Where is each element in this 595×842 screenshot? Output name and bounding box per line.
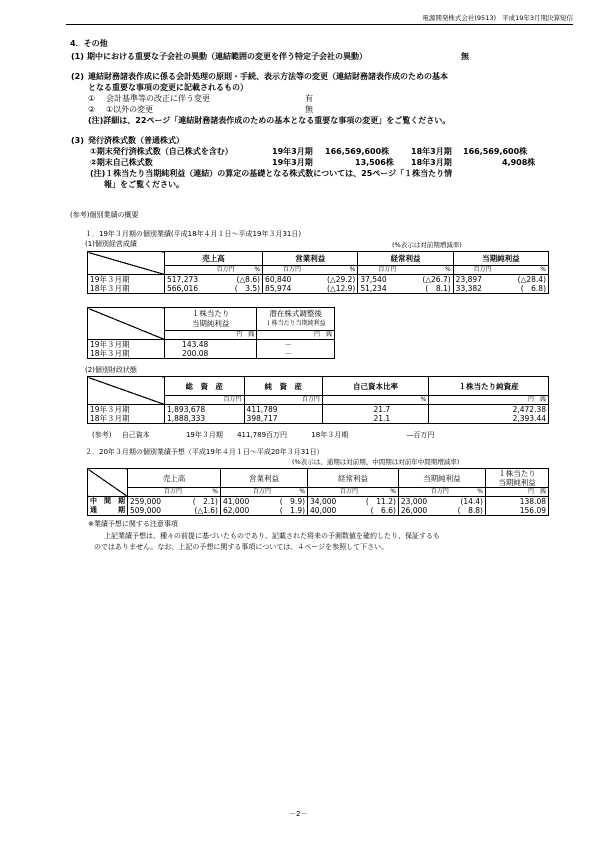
section1-sub1-note: (%表示は対前期増減率) [392,241,462,249]
company-name: 電源開発株式会社(9513) [422,14,496,22]
equity-note [92,432,434,439]
item2-sub2-value: 無 [305,105,313,114]
table-row [88,308,335,331]
unit-cell: 百万円 [244,396,322,405]
equity-note-value2: ―百万円 [406,431,435,439]
item3-note-line1: (注)１株当たり当期純利益（連結）の算定の基礎となる株式数については、25ページ「１株当たり情 [90,169,453,178]
item2-sub1-text: 会計基準等の改正に伴う変更 [106,94,210,103]
item3-row1-value2: 166,569,600株 [463,147,528,156]
table-row [88,488,549,497]
table-row: 19年３月期 143.48 － [88,340,335,350]
unit-cell: 円 銭 [257,331,335,340]
section1-sub2: (2)個別財政状態 [85,366,137,374]
item3-row1-label: ①期末発行済株式数（自己株式を含む） [90,147,233,156]
equity-note-label: (参考) [92,431,112,439]
section2-title: ２．20年３月期の個別業績予想（平成19年４月１日～平成20年３月31日） [85,448,324,456]
header-cell: １株当たり純資産 [429,377,549,396]
header-cell: 純 資 産 [244,377,322,396]
item2-line2: となる重要な事項の変更に記載されるもの） [88,83,248,92]
table-row [88,469,549,488]
item3-row1-period1: 19年3月期 [272,147,313,156]
unit-cell: 百万円 % [220,488,307,497]
unit-cell: 百万円 % [128,488,221,497]
header-cell: 営業利益 [263,252,358,266]
row-label: 中 間 期 [88,497,128,507]
unit-cell: 百万円 [165,396,245,405]
item1-text: 期中における重要な子会社の異動（連結範囲の変更を伴う特定子会社の異動） [87,52,367,61]
table-row: 18年３月期 1,888,333 398,717 21.1 2,393.44 [88,414,549,424]
section-heading: 4．その他 [70,39,108,48]
header-cell: 経常利益 [358,252,453,266]
caution-title: ※業績予想に関する注意事項 [88,520,178,528]
reference-heading: (参考)個別業績の概要 [70,211,139,219]
item2-sub1-value: 有 [305,94,313,103]
document-title: 平成19年3月期決算短信 [502,14,573,22]
row-label: 19年３月期 [88,405,165,415]
table-row: 19年３月期 517,273 (△8.6) 60,840 (△29.2) 37,540 (△26.7) 23,897 (△28.4) [88,275,549,285]
operating-results-table [87,251,549,294]
item1-label: (1) [71,52,84,61]
item3-row1-value1: 166,569,600株 [325,147,390,156]
row-label: 18年３月期 [88,284,165,294]
row-label: 18年３月期 [88,349,165,359]
header [422,15,573,22]
equity-note-period1: 19年３月期 [185,431,223,439]
table-row: 18年３月期 200.08 － [88,349,335,359]
item2-sub2-label: ② [88,105,96,114]
equity-note-value1: 411,789百万円 [237,431,288,439]
financial-position-table [87,376,549,424]
table-row: 19年３月期 1,893,678 411,789 21.7 2,472.38 [88,405,549,415]
unit-cell: 百万円 % [358,266,453,275]
table-corner [88,469,128,497]
item3-row1-period2: 18年3月期 [411,147,452,156]
header-cell: 当期純利益 [453,252,548,266]
equity-note-item: 自己資本 [121,431,150,439]
header-rule [66,24,573,25]
table-corner [88,308,165,340]
table-row: 通 期 509,000 (△1.6) 62,000 ( 1.9) 40,000 ( 6.6) 26,000 ( 8.8) 156.09 [88,506,549,516]
page-number: －2－ [289,810,308,818]
section2-note: (%表示は、通期は対前期、中間期は対前年中間期増減率) [292,458,460,466]
section1-title: １．19年３月期の個別業績(平成18年４月１日～平成19年３月31日) [85,230,302,238]
caution-line1: 上記業績予想は、種々の前提に基づいたものであり、記載された将来の予測数値を確約したり、保証するも [104,532,440,540]
item3-label: (3) [71,136,84,145]
item3-row2-value2: 4,908株 [502,158,536,167]
item2-label: (2) [71,72,84,81]
unit-cell: 百万円 % [263,266,358,275]
header-cell: 自己資本比率 [322,377,428,396]
header-cell: 総 資 産 [165,377,245,396]
item2-sub2-text: ①以外の変更 [106,105,154,114]
table-corner [88,377,165,405]
row-label: 通 期 [88,506,128,516]
item2-line1: 連結財務諸表作成に係る会計処理の原則・手続、表示方法等の変更（連結財務諸表作成のための基本 [88,72,448,81]
unit-cell: 百万円 % [165,266,263,275]
item3-note-line2: 報」をご覧ください。 [104,180,184,189]
eps-table [87,307,335,359]
header-cell: 経常利益 [308,469,399,488]
header-cell: 当期純利益 [398,469,485,488]
item3-row2-label: ②期末自己株式数 [90,158,153,167]
unit-cell: 百万円 % [398,488,485,497]
row-label: 19年３月期 [88,275,165,285]
item3-title: 発行済株式数（普通株式） [88,136,184,145]
item3-row2-period2: 18年3月期 [411,158,452,167]
row-label: 19年３月期 [88,340,165,350]
header-cell: 売上高 [165,252,263,266]
header-cell: 潜在株式調整後 １株当たり当期純利益 [257,308,335,331]
item1-value: 無 [461,52,469,61]
section1-sub1: (1)個別経営成績 [85,240,137,248]
forecast-table [87,468,549,516]
unit-cell: 円 銭 [165,331,257,340]
item2-sub1-label: ① [88,94,96,103]
row-label: 18年３月期 [88,414,165,424]
header-cell: 営業利益 [220,469,307,488]
header-cell: 売上高 [128,469,221,488]
unit-cell: % [322,396,428,405]
header-cell: １株当たり 当期純利益 [165,308,257,331]
table-row [88,377,549,396]
table-row: 18年３月期 566,016 ( 3.5) 85,974 (△12.9) 51,234 ( 8.1) 33,382 ( 6.8) [88,284,549,294]
header-cell: １株当たり 当期純利益 [485,469,548,488]
table-row [88,252,549,266]
unit-cell: 円 銭 [485,488,548,497]
table-corner [88,252,165,275]
table-row: 中 間 期 259,000 ( 2.1) 41,000 ( 9.9) 34,000 ( 11.2) 23,000 (14.4) 138.08 [88,497,549,507]
caution-line2: のではありません。なお、上記の予想に関する事項については、４ページを参照して下さい。 [94,543,389,551]
unit-cell: 円 銭 [429,396,549,405]
unit-cell: 百万円 % [453,266,548,275]
unit-cell: 百万円 % [308,488,399,497]
item3-row2-period1: 19年3月期 [272,158,313,167]
item2-note: (注)詳細は、22ページ「連結財務諸表作成のための基本となる重要な事項の変更」をご覧ください。 [88,116,451,125]
item3-row2-value1: 13,506株 [355,158,394,167]
equity-note-period2: 18年３月期 [311,431,349,439]
